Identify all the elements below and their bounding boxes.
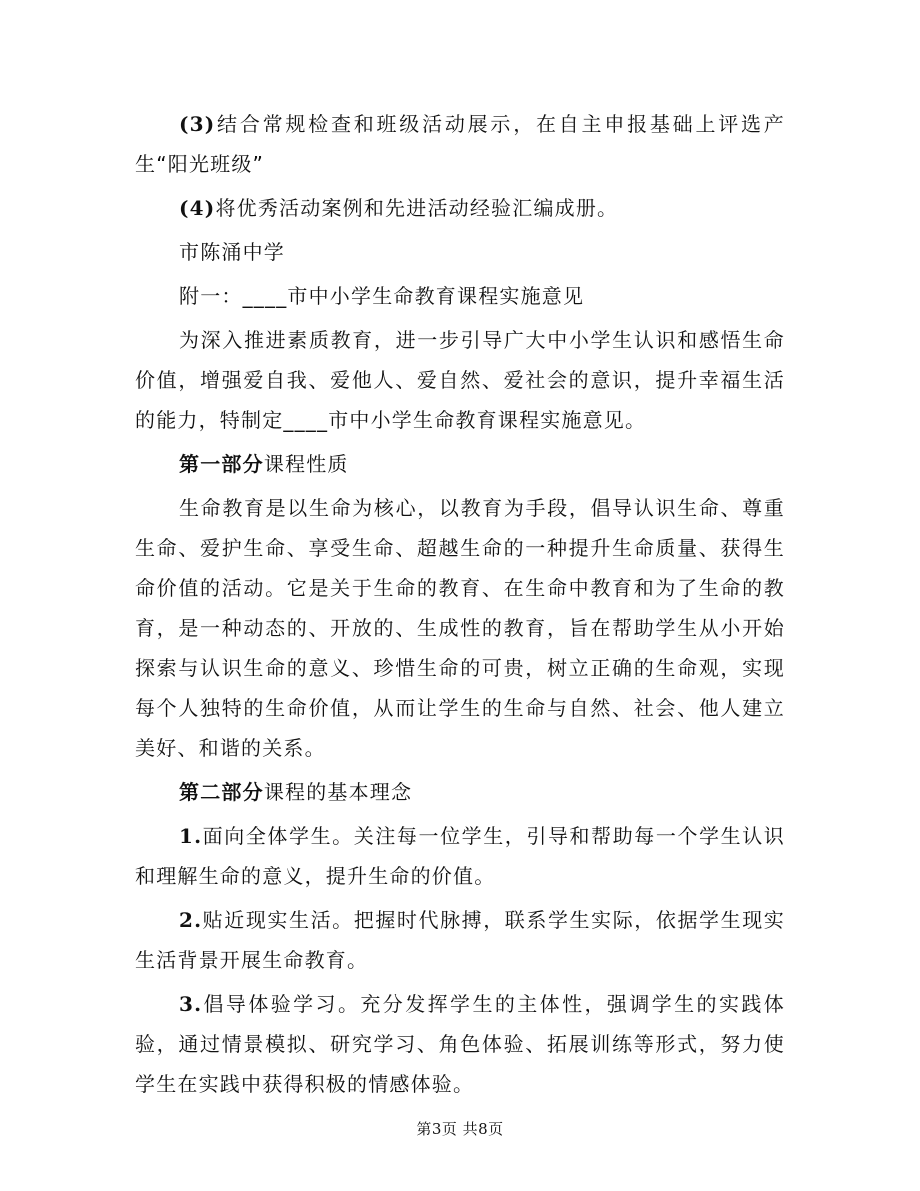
course-nature-paragraph (135, 488, 785, 768)
section-heading-2 (135, 772, 785, 812)
paragraph-text: 将优秀活动案例和先进活动经验汇编成册。 (215, 196, 619, 220)
paragraph-text: 结合常规检查和班级活动展示，在自主申报基础上评选产生“阳光班级” (135, 112, 785, 176)
paragraph-item-3 (135, 104, 785, 184)
school-name-text: 市陈涌中学 (179, 240, 285, 264)
item-number: 2. (179, 908, 203, 932)
intro-text: 为深入推进素质教育，进一步引导广大中小学生认识和感悟生命价值，增强爱自我、爱他人、爱自然、爱社会的意识，提升幸福生活的能力，特制定____市中小学生命教育课程实施意见。 (135, 328, 785, 432)
page-number-footer: 第3页 共8页 (416, 1120, 504, 1138)
section-heading-title: 课程的基本理念 (263, 780, 413, 804)
section-heading-title: 课程性质 (263, 452, 349, 476)
item-number: (3) (179, 112, 216, 136)
intro-paragraph (135, 320, 785, 440)
item-number: (4) (179, 196, 216, 220)
paragraph-text: 倡导体验学习。充分发挥学生的主体性，强调学生的实践体验，通过情景模拟、研究学习、角色体验、拓展训练等形式，努力使学生在实践中获得积极的情感体验。 (135, 992, 785, 1096)
principle-item-1 (135, 816, 785, 896)
item-number: 3. (179, 992, 203, 1016)
paragraph-item-4 (135, 188, 785, 228)
item-number: 1. (179, 824, 203, 848)
principle-item-2 (135, 900, 785, 980)
section-heading-label: 第一部分 (179, 452, 264, 476)
paragraph-text: 贴近现实生活。把握时代脉搏，联系学生实际，依据学生现实生活背景开展生命教育。 (135, 908, 785, 972)
section-heading-1 (135, 444, 785, 484)
principle-item-3 (135, 984, 785, 1104)
appendix-title-text: 附一：____市中小学生命教育课程实施意见 (179, 284, 585, 308)
document-body (135, 104, 785, 1108)
school-name (135, 232, 785, 272)
appendix-title (135, 276, 785, 316)
course-nature-text: 生命教育是以生命为核心，以教育为手段，倡导认识生命、尊重生命、爱护生命、享受生命、超越生命的一种提升生命质量、获得生命价值的活动。它是关于生命的教育、在生命中教育和为了生命的教育，是一种动态的、开放的、生成性的教育，旨在帮助学生从小开始探索与认识生命的意义、珍惜生命的可贵，树立正确的生命观，实现每个人独特的生命价值，从而让学生的生命与自然、社会、他人建立美好、和谐的关系。 (135, 496, 785, 760)
section-heading-label: 第二部分 (179, 780, 264, 804)
paragraph-text: 面向全体学生。关注每一位学生，引导和帮助每一个学生认识和理解生命的意义，提升生命的价值。 (135, 824, 785, 888)
